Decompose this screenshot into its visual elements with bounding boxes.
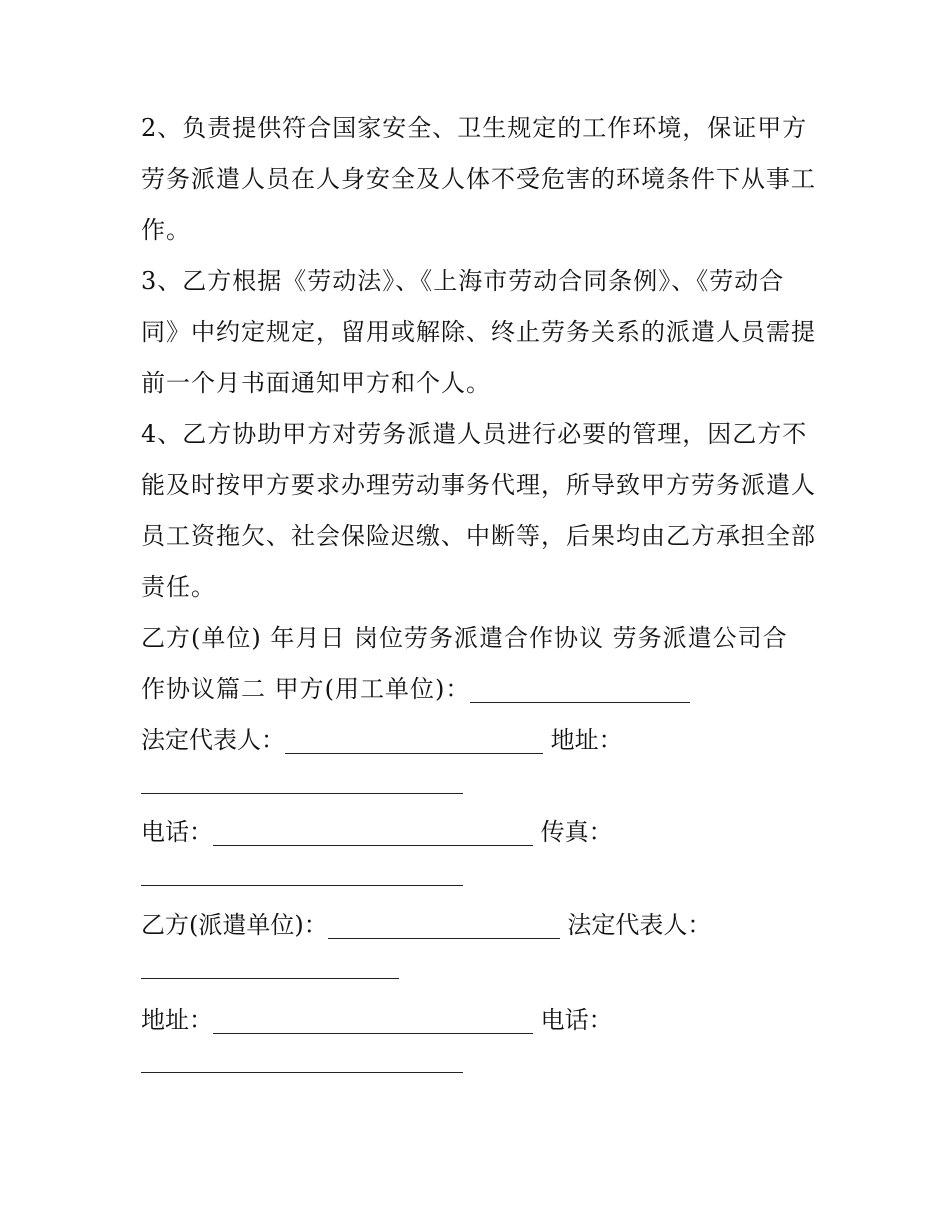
party-a-blank[interactable] (470, 674, 690, 703)
address-b-label: 地址： (141, 1006, 213, 1034)
legal-rep-label: 法定代表人： (141, 726, 285, 754)
intro-text: 乙方(单位) 年月日 岗位劳务派遣合作协议 劳务派遣公司合作协议篇二 甲方(用工单位)： (141, 624, 788, 703)
address-blank[interactable] (141, 793, 463, 794)
legal-rep-blank[interactable] (285, 725, 543, 754)
legal-rep-b-blank[interactable] (141, 978, 399, 979)
fax-blank[interactable] (141, 885, 463, 886)
phone-b-blank[interactable] (141, 1072, 463, 1073)
fax-label: 传真： (540, 818, 613, 846)
legal-rep-b-label: 法定代表人： (567, 911, 712, 939)
phone-b-label: 电话： (540, 1006, 613, 1034)
clause-4: 4、乙方协助甲方对劳务派遣人员进行必要的管理，因乙方不能及时按甲方要求办理劳动事务代理，所导致甲方劳务派遣人员工资拖欠、社会保险迟缴、中断等，后果均由乙方承担全部责任。 (141, 420, 816, 601)
party-b-blank[interactable] (328, 910, 560, 939)
contract-intro (141, 613, 811, 715)
address-label: 地址： (550, 726, 623, 754)
phone-line (141, 812, 831, 852)
phone-label: 电话： (141, 818, 213, 846)
legal-rep-line (141, 720, 831, 760)
address-b-line (141, 1000, 831, 1040)
clause-3: 3、乙方根据《劳动法》、《上海市劳动合同条例》、《劳动合同》中约定规定，留用或解除、终止劳务关系的派遣人员需提前一个月书面通知甲方和个人。 (141, 267, 816, 397)
address-b-blank[interactable] (213, 1005, 533, 1034)
clause-2: 2、负责提供符合国家安全、卫生规定的工作环境，保证甲方劳务派遣人员在人身安全及人体不受危害的环境条件下从事工作。 (141, 114, 816, 244)
party-b-label: 乙方(派遣单位)： (141, 911, 328, 939)
party-b-line (141, 905, 831, 945)
phone-blank[interactable] (213, 817, 533, 846)
